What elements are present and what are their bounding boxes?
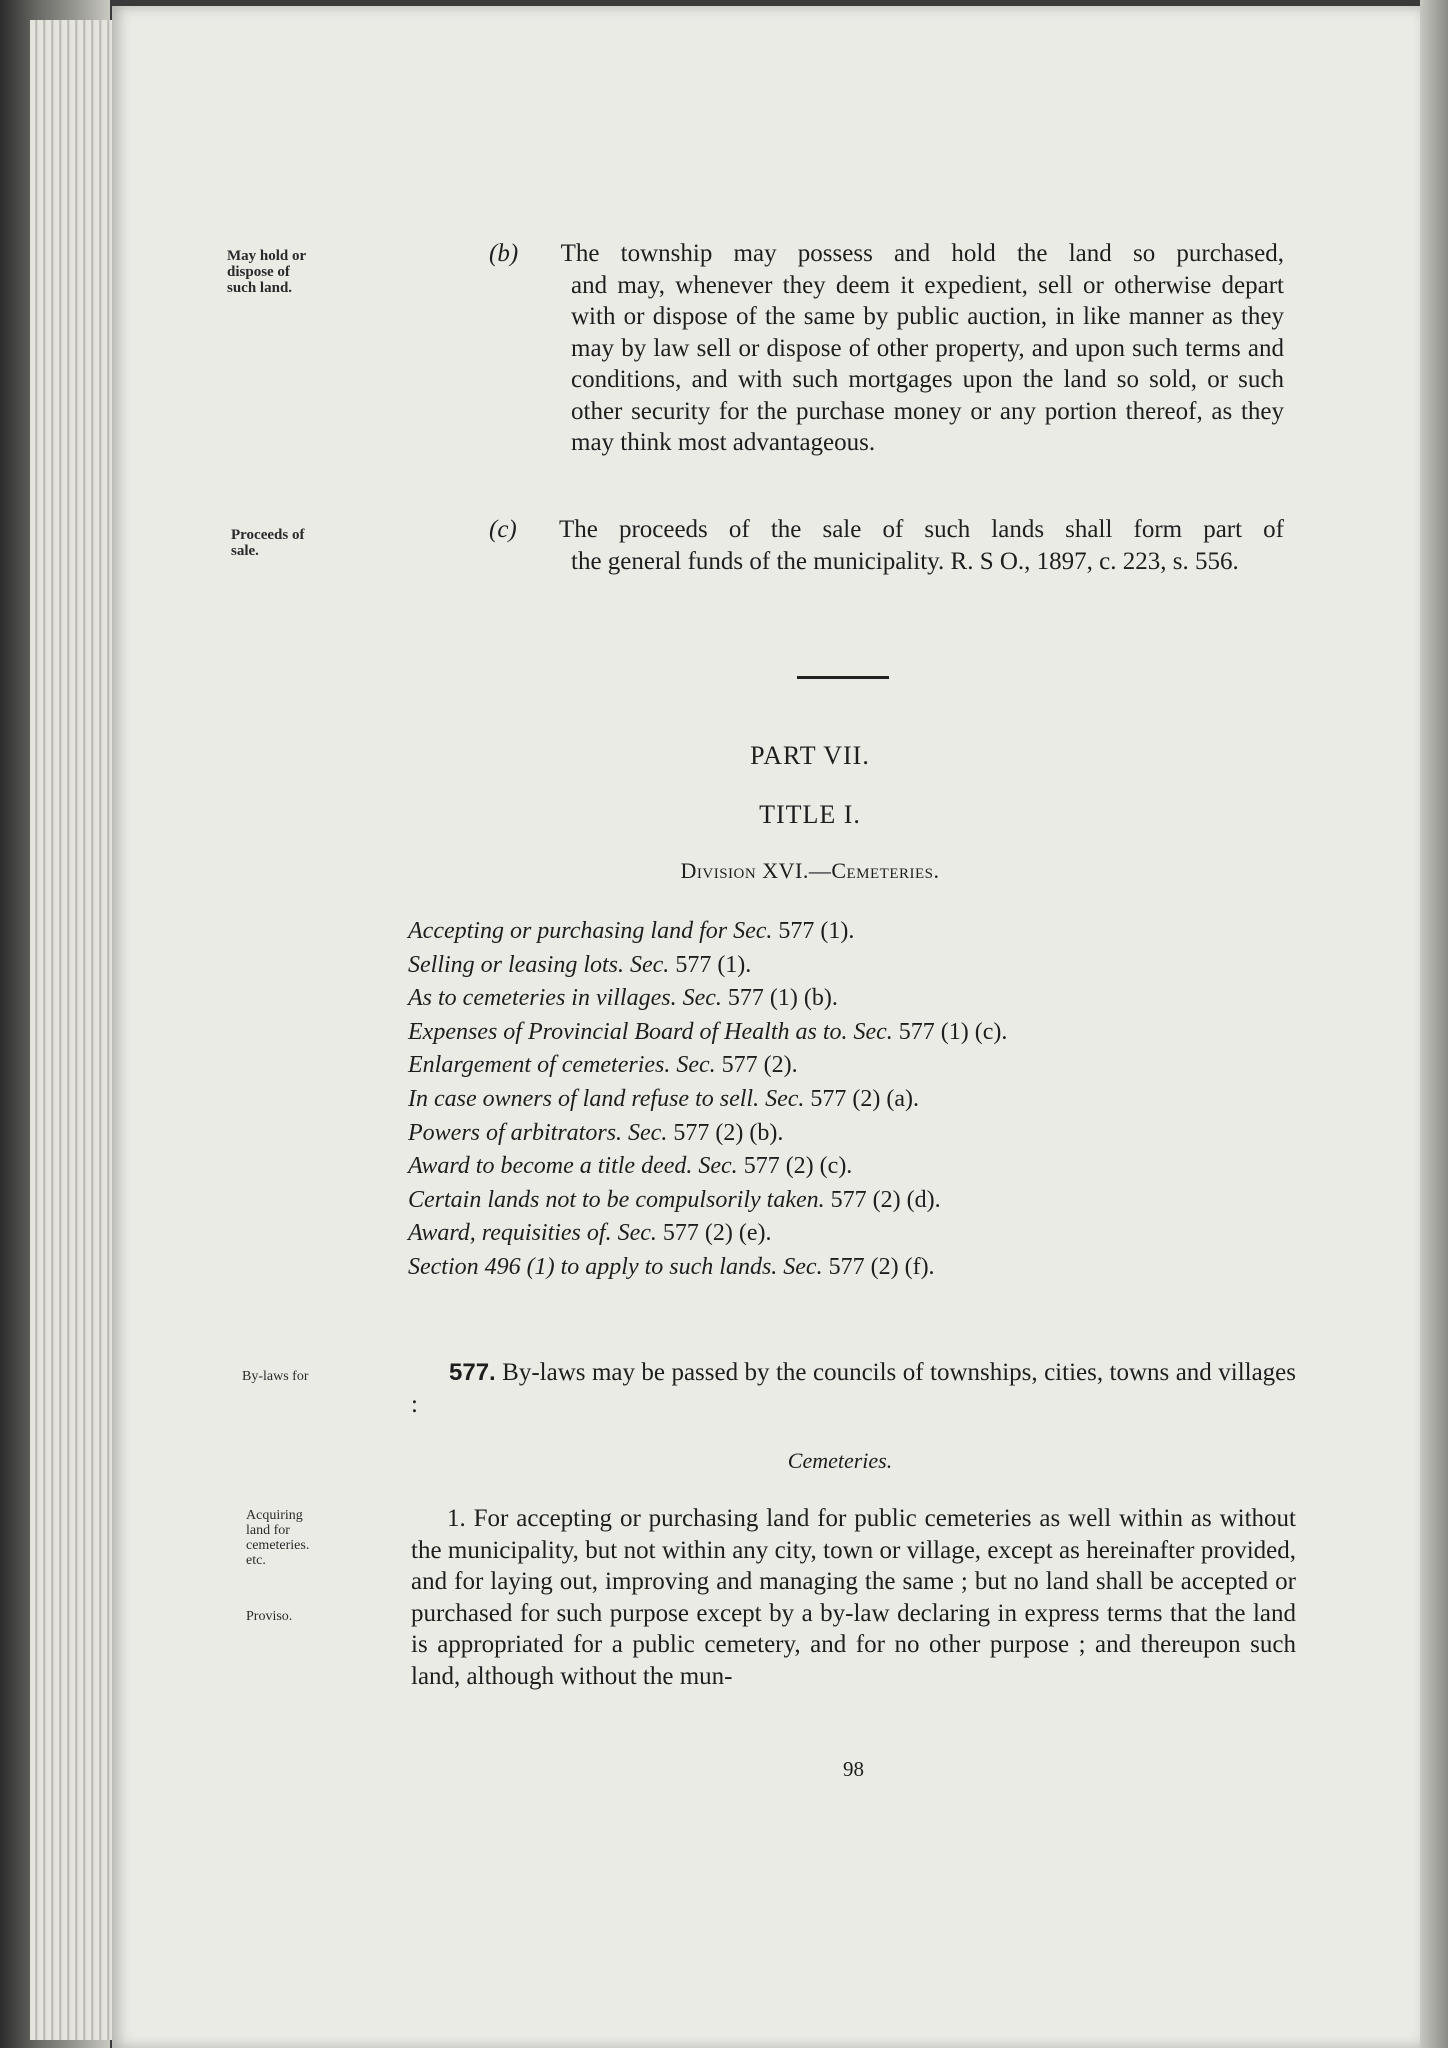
- paragraph-label: (c): [489, 516, 517, 543]
- margin-note-line: such land.: [227, 280, 293, 296]
- margin-note-line: Proceeds of: [231, 527, 305, 543]
- paragraph-label: (b): [489, 240, 519, 267]
- part-heading: PART VII.: [750, 741, 870, 770]
- section-text: By-laws may be passed by the councils of townships, cities, towns and villages :: [411, 1359, 1297, 1418]
- margin-note-line: Acquiring: [246, 1508, 303, 1523]
- subheading-cemeteries: Cemeteries.: [787, 1448, 893, 1473]
- clause-1: [411, 1503, 1296, 1692]
- margin-note-line: etc.: [246, 1553, 266, 1568]
- division-contents-list: [408, 915, 1007, 1285]
- paragraph-body: and may, whenever they deem it expedient, sell or otherwise depart with or dispose of the same by public auction, in like manner as they may by law sell or dispose of other property, and upon such terms and conditions, and with such mortgages upon the land so sold, or such other security for the purchase money or any portion thereof, as they may think most advantageous.: [571, 271, 1284, 456]
- section-number: 577.: [449, 1359, 496, 1386]
- contents-entry: Accepting or purchasing land for Sec. 577 (1).: [408, 918, 855, 944]
- paragraph-first-line: The township may possess and hold the land so purchased,: [560, 240, 1285, 267]
- contents-entry: Certain lands not to be compulsorily taken. 577 (2) (d).: [408, 1186, 941, 1213]
- margin-note-line: May hold or: [227, 248, 307, 264]
- margin-note-acquiring: [246, 1508, 309, 1568]
- contents-entry: Section 496 (1) to apply to such lands. Sec. 577 (2) (f).: [408, 1253, 935, 1280]
- title-heading: TITLE I.: [759, 800, 861, 829]
- margin-note-line: Proviso.: [246, 1609, 293, 1624]
- section-divider-rule: [797, 676, 889, 679]
- margin-note-line: land for: [246, 1523, 290, 1538]
- paragraph-c: [489, 514, 1284, 577]
- margin-note-proviso: [246, 1609, 292, 1625]
- contents-entry: As to cemeteries in villages. Sec. 577 (1) (b).: [408, 985, 838, 1012]
- clause-text: For accepting or purchasing land for public cemeteries as well within as without the municipality, but not within any city, town or village, except as hereinafter provided, and for laying out, improving and managing the same ; but no land shall be accepted or purchased for such purpose except by a by-law declaring in express terms that the land is appropriated for a public cemetery, and for no other purpose ; and thereupon such land, although without the mun-: [411, 1505, 1296, 1690]
- margin-note-proceeds: [231, 527, 304, 559]
- margin-note-line: dispose of: [227, 264, 290, 280]
- contents-entry: Enlargement of cemeteries. Sec. 577 (2).: [408, 1052, 798, 1079]
- page-number: 98: [843, 1757, 864, 1781]
- right-page-edge: [1420, 0, 1448, 2048]
- division-heading: Division XVI.—Cemeteries.: [680, 858, 940, 883]
- contents-entry: In case owners of land refuse to sell. Sec. 577 (2) (a).: [408, 1085, 919, 1112]
- margin-note-may-hold: [227, 248, 306, 296]
- margin-note-line: sale.: [231, 543, 259, 559]
- margin-note-line: cemeteries.: [246, 1538, 310, 1553]
- paragraph-body: the general funds of the municipality. R. S O., 1897, c. 223, s. 556.: [571, 547, 1239, 575]
- clause-number: 1.: [447, 1505, 466, 1532]
- contents-entry: Award, requisities of. Sec. 577 (2) (e).: [408, 1220, 772, 1247]
- contents-entry: Selling or leasing lots. Sec. 577 (1).: [408, 951, 752, 978]
- page-stack-edge: [30, 20, 120, 2040]
- paragraph-first-line: The proceeds of the sale of such lands shall form part of: [558, 516, 1285, 543]
- margin-note-bylaws: [242, 1369, 309, 1385]
- paragraph-b: [489, 238, 1284, 459]
- section-577: [411, 1357, 1296, 1420]
- contents-entry: Powers of arbitrators. Sec. 577 (2) (b).: [408, 1119, 784, 1146]
- contents-entry: Expenses of Provincial Board of Health as to. Sec. 577 (1) (c).: [408, 1018, 1008, 1045]
- contents-entry: Award to become a title deed. Sec. 577 (2) (c).: [408, 1153, 853, 1180]
- margin-note-line: By-laws for: [242, 1369, 309, 1384]
